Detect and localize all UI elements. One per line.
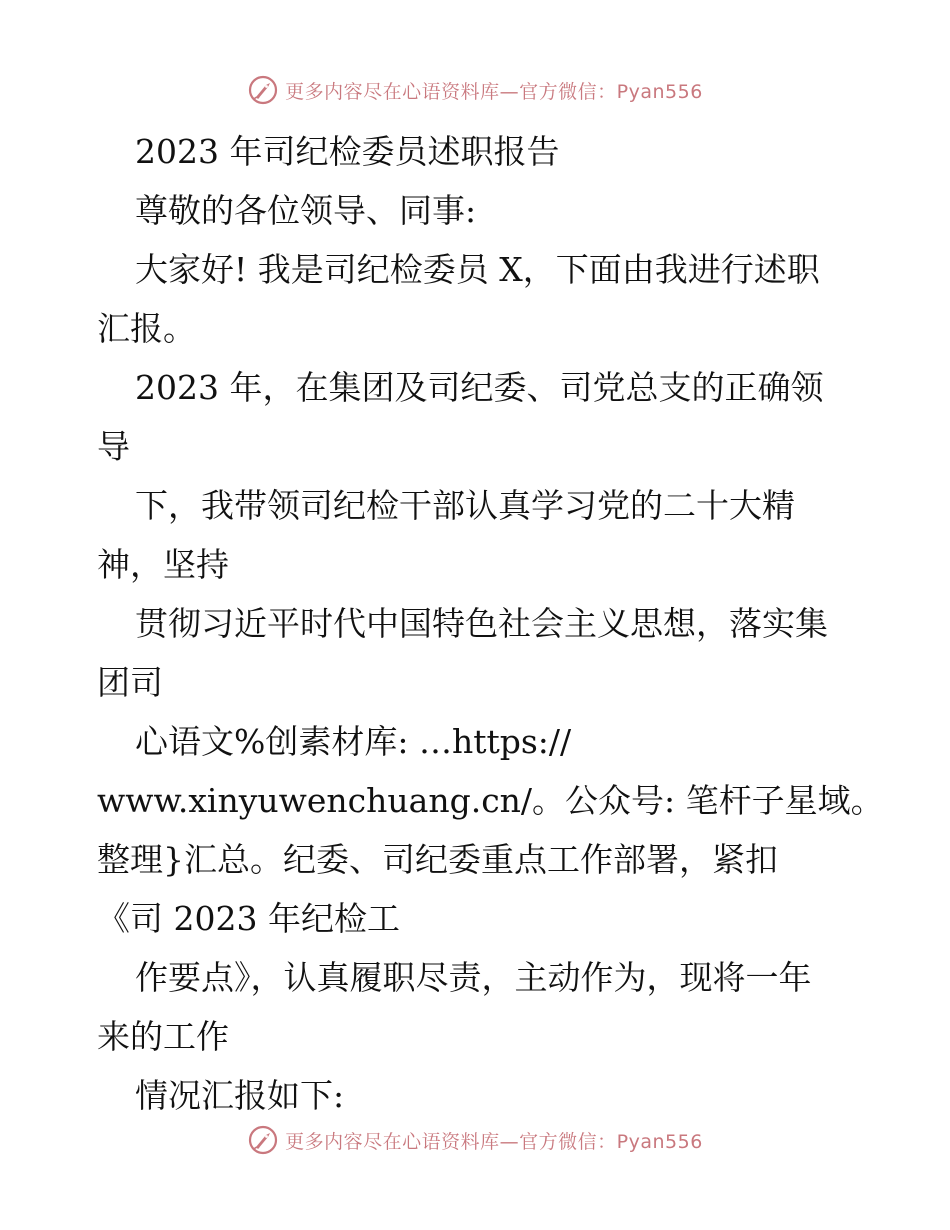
paragraph-line: 2023 年，在集团及司纪委、司党总支的正确领 [135,368,824,407]
paragraph-line: 大家好! 我是司纪检委员 X，下面由我进行述职 [135,250,820,289]
pen-nib-logo-icon [247,74,279,106]
paragraph-line: 来的工作 [97,1017,229,1056]
paragraph-line: 汇报。 [97,309,196,348]
footer-banner [0,1120,950,1160]
banner-text: 更多内容尽在心语资料库—官方微信：Pyan556 [285,80,703,103]
document-title: 2023 年司纪检委员述职报告 [135,132,560,171]
document-body [97,122,884,1125]
paragraph-line: 《司 2023 年纪检工 [97,899,400,938]
paragraph-line: 心语文%创素材库: …https:// [135,722,572,761]
paragraph-line: 贯彻习近平时代中国特色社会主义思想，落实集 [135,604,828,643]
paragraph-line: 情况汇报如下: [135,1076,345,1115]
salutation: 尊敬的各位领导、同事: [135,191,477,230]
paragraph-line: 整理}汇总。纪委、司纪委重点工作部署，紧扣 [97,840,778,879]
pen-nib-logo-icon [247,1124,279,1156]
banner-text: 更多内容尽在心语资料库—官方微信：Pyan556 [285,1130,703,1153]
paragraph-line: 团司 [97,663,163,702]
header-banner [0,70,950,110]
paragraph-line: 作要点》，认真履职尽责，主动作为，现将一年 [135,958,812,997]
paragraph-line: 下，我带领司纪检干部认真学习党的二十大精 [135,486,795,525]
paragraph-line-url: www.xinyuwenchuang.cn/。公众号: 笔杆子星域。 [97,781,884,820]
paragraph-line: 导 [97,427,130,466]
paragraph-line: 神，坚持 [97,545,229,584]
